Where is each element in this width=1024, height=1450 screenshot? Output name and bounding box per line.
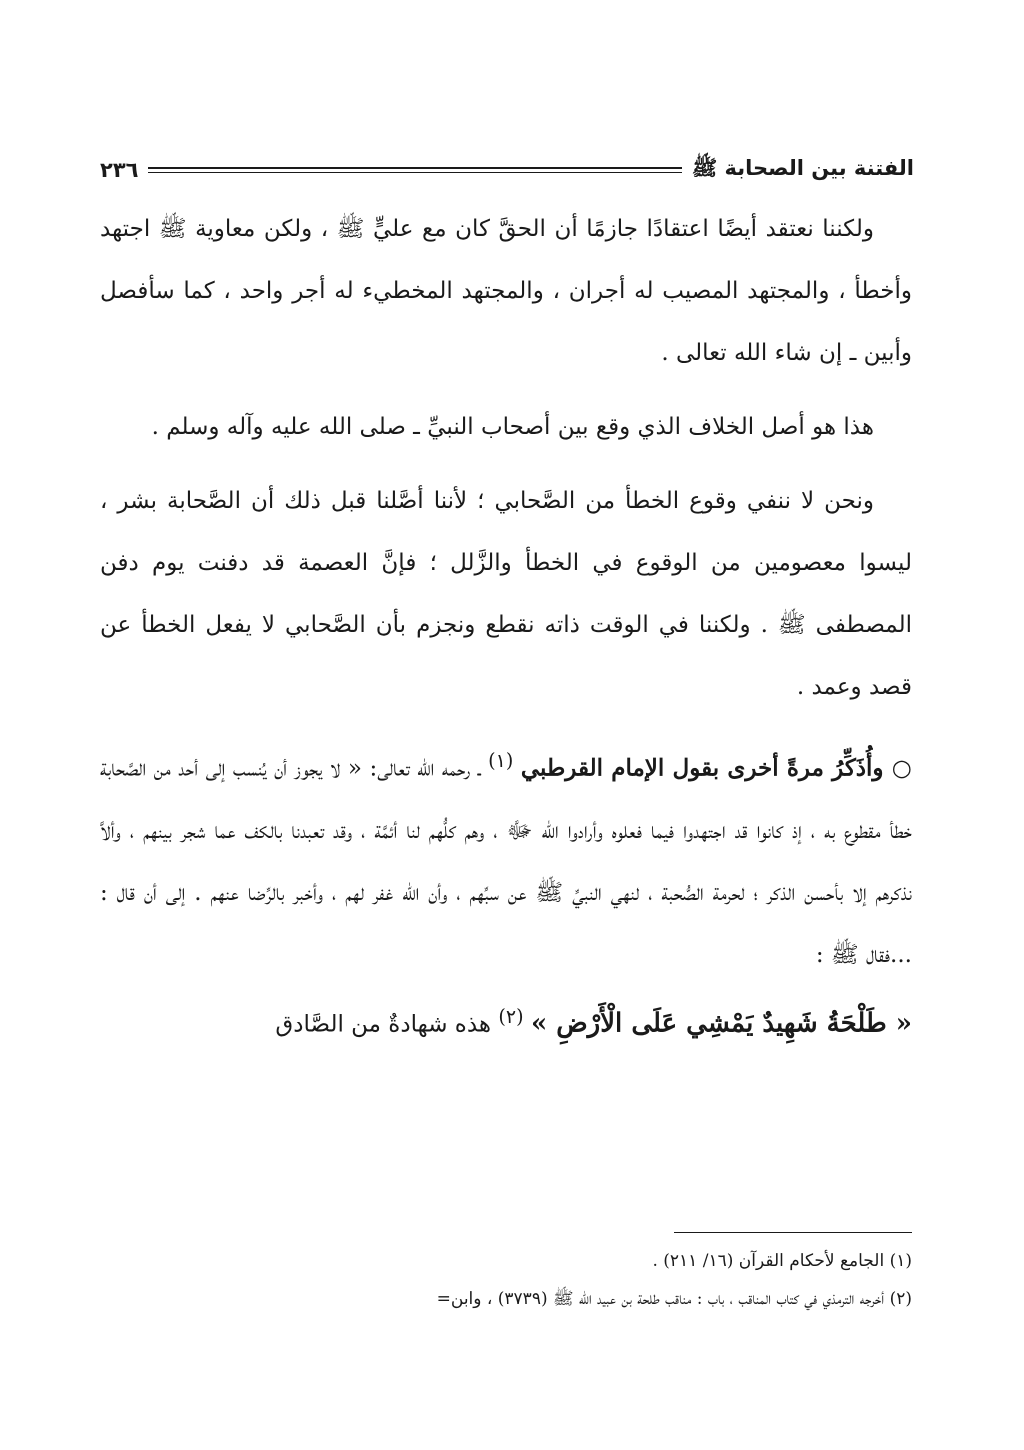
paragraph-1: ولكننا نعتقد أيضًا اعتقادًا جازمًا أن الحقَّ كان مع عليٍّ ﷺ ، ولكن معاوية ﷺ اجتهد وأخطأ ، والمجتهد المصيب له أجران ، والمجتهد المخطيء له أجر واحد ، كما سأفصل وأبين ـ إن شاء الله تعالى . (100, 216, 912, 366)
footnote-ref-1: (١) (488, 749, 514, 772)
paragraph-5-text: هذه شهادةٌ من الصَّادق (275, 1011, 492, 1038)
quote-intro: ○ وأُذَكِّرُ مرةً أخرى بقول الإمام القرطبي (520, 754, 913, 782)
footnotes (100, 1242, 912, 1318)
paragraph-4 (100, 730, 912, 986)
page-number: ٢٣٦ (100, 158, 139, 182)
body-text (100, 198, 912, 1055)
header-rule (148, 167, 681, 173)
paragraph-3: ونحن لا ننفي وقوع الخطأ من الصَّحابي ؛ لأننا أصَّلنا قبل ذلك أن الصَّحابة بشر ، ليسوا معصومين من الوقوع في الخطأ والزَّلل ؛ فإنَّ العصمة قد دفنت يوم دفن المصطفى ﷺ . ولكننا في الوقت ذاته نقطع ونجزم بأن الصَّحابي لا يفعل الخطأ عن قصد وعمد . (100, 488, 912, 700)
paragraph-2: هذا هو أصل الخلاف الذي وقع بين أصحاب النبيِّ ـ صلى الله عليه وآله وسلم . (151, 414, 874, 440)
footnote-rule (674, 1232, 912, 1233)
quote-text: ـ رحمه الله تعالى: « لا يجوز أن يُنسب إلى أحد من الصَّحابة خطأ مقطوع به ، إذ كانوا قد اجتهدوا فيما فعلوه وأرادوا الله ﷻ ، وهم كلُّهم لنا أئمَّة ، وقد تعبدنا بالكف عما شجر بينهم ، وألاَّ نذكرهم إلا بأحسن الذكر ؛ لحرمة الصُّحبة ، لنهي النبيِّ ﷺ عن سبِّهم ، وأن الله غفر لهم ، وأخبر بالرِّضا عنهم . إلى أن قال : ...فقال ﷺ : (100, 755, 912, 968)
hadith-text: « طَلْحَةُ شَهِيدٌ يَمْشِي عَلَى الْأَرْضِ » (530, 1008, 912, 1039)
footnote-ref-2: (٢) (498, 1004, 524, 1028)
running-header (100, 150, 914, 190)
running-title: الفتنة بين الصحابة ﷺ (691, 155, 914, 180)
footnote-1: (١) الجامع لأحكام القرآن (١٦/ ٢١١) . (652, 1251, 912, 1271)
footnote-2: (٢) أخرجه الترمذي في كتاب المناقب ، باب : مناقب طلحة بن عبيد الله ﷺ (٣٧٣٩) ، وابن= (436, 1289, 912, 1309)
paragraph-5 (100, 986, 912, 1056)
